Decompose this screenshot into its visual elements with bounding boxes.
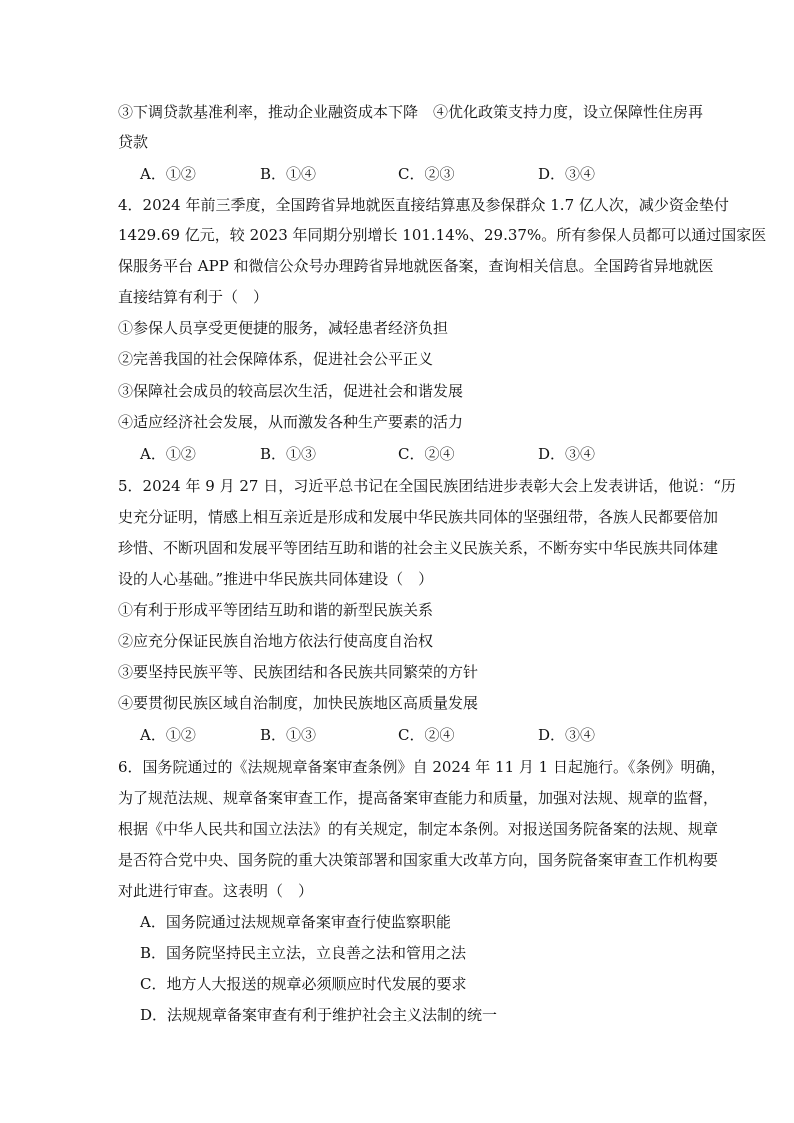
q5-item: ④要贯彻民族区域自治制度，加快民族地区高质量发展 xyxy=(118,694,479,712)
option-a: A．①② xyxy=(140,726,196,744)
option-b: B．①③ xyxy=(260,445,317,463)
q5-item: ②应充分保证民族自治地方依法行使高度自治权 xyxy=(118,632,434,650)
q6-stem-line: 是否符合党中央、国务院的重大决策部署和国家重大改革方向，国务院备案审查工作机构要 xyxy=(118,851,719,869)
q5-stem-line: 史充分证明，情感上相互亲近是形成和发展中华民族共同体的坚强纽带，各族人民都要倍加 xyxy=(118,508,719,526)
q5-item: ③要坚持民族平等、民族团结和各民族共同繁荣的方针 xyxy=(118,663,479,681)
q6-choice-b: B．国务院坚持民主立法，立良善之法和管用之法 xyxy=(140,944,467,962)
q5-stem-line: 珍惜、不断巩固和发展平等团结互助和谐的社会主义民族关系，不断夯实中华民族共同体建 xyxy=(118,539,719,557)
q5-stem-line: 设的人心基础。”推进中华民族共同体建设（ ） xyxy=(118,570,434,588)
q4-item: ④适应经济社会发展，从而激发各种生产要素的活力 xyxy=(118,413,464,431)
q6-stem-line: 对此进行审查。这表明（ ） xyxy=(118,882,314,900)
q4-stem-line: 1429.69 亿元，较 2023 年同期分别增长 101.14%、29.37%。所有参保人员都可以通过国家医 xyxy=(118,226,767,244)
option-a: A．①② xyxy=(140,445,196,463)
q4-item: ①参保人员享受更便捷的服务，减轻患者经济负担 xyxy=(118,319,449,337)
option-c: C．②④ xyxy=(398,726,455,744)
q6-stem-line: 为了规范法规、规章备案审查工作，提高备案审查能力和质量，加强对法规、规章的监督， xyxy=(118,789,719,807)
q4-stem-line: 4．2024 年前三季度，全国跨省异地就医直接结算惠及参保群众 1.7 亿人次，减少资金垫付 xyxy=(118,196,729,214)
q6-choice-a: A．国务院通过法规规章备案审查行使监察职能 xyxy=(140,913,451,931)
q6-stem-line: 根据《中华人民共和国立法法》的有关规定，制定本条例。对报送国务院备案的法规、规章 xyxy=(118,820,719,838)
option-c: C．②③ xyxy=(398,165,455,183)
q4-item: ③保障社会成员的较高层次生活，促进社会和谐发展 xyxy=(118,382,464,400)
q6-choice-c: C．地方人大报送的规章必须顺应时代发展的要求 xyxy=(140,975,467,993)
option-b: B．①④ xyxy=(260,165,317,183)
q3-item-line1: ③下调贷款基准利率，推动企业融资成本下降 ④优化政策支持力度，设立保障性住房再 xyxy=(118,103,704,121)
option-d: D．③④ xyxy=(538,726,596,744)
option-a: A．①② xyxy=(140,165,196,183)
option-b: B．①③ xyxy=(260,726,317,744)
option-d: D．③④ xyxy=(538,445,596,463)
option-c: C．②④ xyxy=(398,445,455,463)
q4-stem-line: 直接结算有利于（ ） xyxy=(118,288,269,306)
q6-choice-d: D．法规规章备案审查有利于维护社会主义法制的统一 xyxy=(140,1006,498,1024)
q5-stem-line: 5．2024 年 9 月 27 日，习近平总书记在全国民族团结进步表彰大会上发表讲话，他说：“历 xyxy=(118,477,736,495)
q4-item: ②完善我国的社会保障体系，促进社会公平正义 xyxy=(118,350,434,368)
q5-item: ①有利于形成平等团结互助和谐的新型民族关系 xyxy=(118,601,434,619)
option-d: D．③④ xyxy=(538,165,596,183)
q3-item-line2: 贷款 xyxy=(118,133,149,151)
q6-stem-line: 6．国务院通过的《法规规章备案审查条例》自 2024 年 11 月 1 日起施行。《条例》明确， xyxy=(118,758,726,776)
q4-stem-line: 保服务平台 APP 和微信公众号办理跨省异地就医备案，查询相关信息。全国跨省异地就医 xyxy=(118,257,714,275)
